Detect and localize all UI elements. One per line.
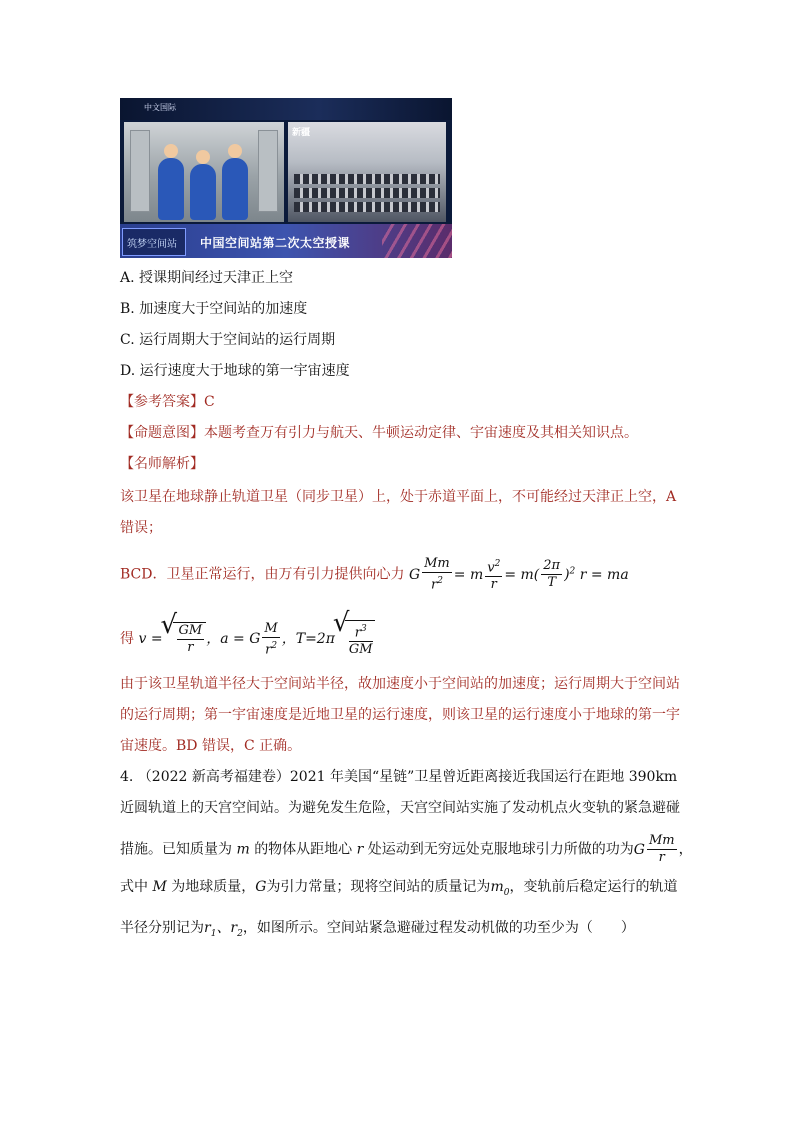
question4-text: ，变轨前后稳定运行的轨道 [509, 879, 678, 895]
analysis-line: 错误； [120, 520, 162, 536]
question4-line: 近圆轨道上的天宫空间站。为避免发生危险，天宫空间站实施了发动机点火变轨的紧急避碰 [120, 800, 680, 816]
analysis-line: 宙速度。BD 错误，C 正确。 [120, 738, 302, 754]
question4-text: 的物体从距地心 [254, 841, 353, 858]
classroom-panel [288, 122, 446, 222]
question4-formula-line: 措施。已知质量为 m 的物体从距地心 r 处运动到无穷远处克服地球引力所做的功为G $\frac{Mm}{r}$ ， [120, 833, 693, 865]
derived-formulas: v = √ $\frac{GM}{r}$ ，a = G $\frac{M}{r^2}$ ，T=2π √ $\frac{r^3}{GM}$ [138, 631, 374, 647]
option-d: D. 运行速度大于地球的第一宇宙速度 [120, 363, 350, 379]
caption-banner [120, 224, 452, 258]
gravity-formula: G $\frac{Mm}{r^2}$ = m $\frac{v^2}{r}$ = m( $\frac{2\pi}{T}$ )$^2$ r = ma [408, 556, 629, 593]
banner-decoration [382, 224, 452, 258]
question4-text: ，如图所示。空间站紧急避碰过程发动机做的功至少为（ ） [242, 920, 635, 936]
channel-label: 中文国际 [144, 103, 176, 112]
analysis-text: 得 [120, 631, 134, 648]
analysis-title: 【名师解析】 [120, 456, 204, 472]
banner-caption: 中国空间站第二次太空授课 [200, 236, 351, 250]
question4-line: 半径分别记为$r_1$、$r_2$，如图所示。空间站紧急避碰过程发动机做的功至少为（ ） [120, 920, 635, 939]
tv-top-bar [120, 98, 452, 120]
question4-line: 4. （2022 新高考福建卷）2021 年美国“星链”卫星曾近距离接近我国运行在距地 390km [120, 769, 678, 785]
astronaut-figure [222, 158, 248, 220]
question4-text: 为地球质量， [171, 879, 256, 895]
analysis-formula-line [120, 556, 629, 593]
station-rack [258, 130, 278, 212]
question4-text: 为引力常量；现将空间站的质量记为 [266, 879, 491, 895]
work-formula: G $\frac{Mm}{r}$ [633, 833, 675, 865]
astronaut-figure [158, 158, 184, 220]
question4-text: 处运动到无穷远处克服地球引力所做的功为 [367, 841, 634, 858]
analysis-text: BCD．卫星正常运行，由万有引力提供向心力 [120, 566, 405, 583]
astronaut-figure [190, 164, 216, 220]
question4-text: 式中 [120, 879, 148, 895]
analysis-line: 由于该卫星轨道半径大于空间站半径，故加速度小于空间站的加速度；运行周期大于空间站 [120, 676, 680, 692]
program-logo [122, 228, 186, 256]
question4-line: 式中 M 为地球质量，G为引力常量；现将空间站的质量记为$m_0$，变轨前后稳定运行的轨道 [120, 879, 678, 898]
question-intent: 【命题意图】本题考查万有引力与航天、牛顿运动定律、宇宙速度及其相关知识点。 [120, 425, 638, 441]
option-b: B. 加速度大于空间站的加速度 [120, 301, 308, 317]
option-a: A. 授课期间经过天津正上空 [120, 270, 294, 286]
reference-answer: 【参考答案】C [120, 394, 215, 410]
analysis-formula-line [120, 620, 375, 658]
program-logo-text: 筑梦空间站 [127, 239, 177, 250]
question4-text: 措施。已知质量为 [120, 841, 232, 858]
classroom-location-label: 新疆 [292, 128, 311, 138]
question4-text: 半径分别记为 [120, 920, 204, 936]
student-row [294, 188, 440, 198]
station-rack [130, 130, 150, 212]
analysis-line: 该卫星在地球静止轨道卫星（同步卫星）上，处于赤道平面上，不可能经过天津正上空，A [120, 489, 677, 505]
analysis-line: 的运行周期；第一宇宙速度是近地卫星的运行速度，则该卫星的运行速度小于地球的第一宇 [120, 707, 680, 723]
astronauts-panel [124, 122, 284, 222]
option-c: C. 运行周期大于空间站的运行周期 [120, 332, 336, 348]
space-class-photo [120, 98, 452, 258]
student-row [294, 202, 440, 212]
student-row [294, 174, 440, 184]
